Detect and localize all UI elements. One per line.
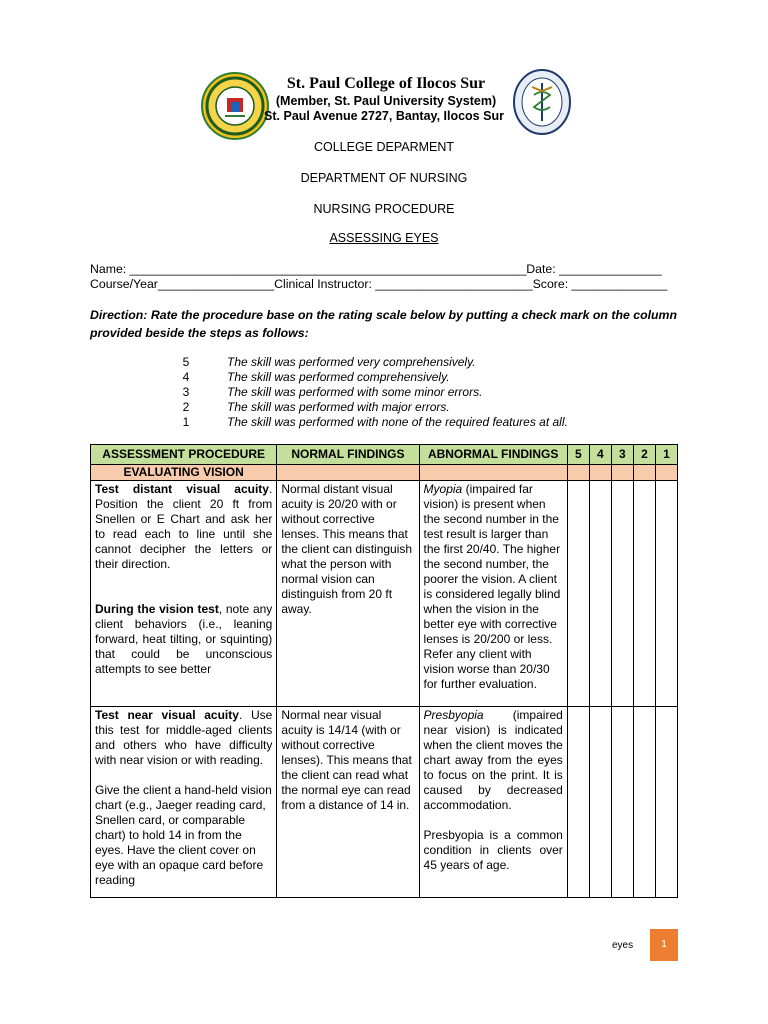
nursing-seal-graphic [513, 69, 571, 135]
abnormal-findings-cell [419, 707, 567, 898]
procedure-step [95, 602, 272, 677]
scale-text: The skill was performed with none of the required features at all. [227, 415, 568, 429]
header-abnormal-findings: ABNORMAL FINDINGS [419, 445, 567, 465]
scale-number: 2 [182, 400, 190, 414]
section-title: EVALUATING VISION [91, 465, 277, 481]
scale-number: 5 [182, 355, 190, 369]
procedure-step [95, 482, 272, 572]
step-heading: Test near visual acuity [95, 708, 239, 722]
rating-2-checkbox[interactable] [633, 707, 655, 898]
assessment-table [90, 444, 678, 898]
department-title: DEPARTMENT OF NURSING [300, 171, 468, 185]
college-department-title: COLLEGE DEPARMENT [313, 140, 455, 154]
normal-findings-cell: Normal distant visual acuity is 20/20 with or without corrective lenses. This means that the client can distinguish what the person with normal vision can distinguish from 20 ft away. [277, 481, 419, 707]
scale-text: The skill was performed comprehensively. [227, 370, 450, 384]
step-text: . Position the client 20 ft from Snellen or E Chart and ask her to read each to line until she cannot decipher the letters or their direction. [95, 482, 273, 571]
step-text: , note any client behaviors (i.e., leaning forward, heat tilting, or squinting) that could be unconscious attempts to see better [95, 602, 273, 676]
table-header-row [91, 445, 678, 465]
scale-text: The skill was performed with some minor errors. [227, 385, 483, 399]
rating-1-checkbox[interactable] [655, 481, 677, 707]
procedure-cell [91, 481, 277, 707]
header-rating-4: 4 [589, 445, 611, 465]
scale-text: The skill was performed very comprehensively. [227, 355, 476, 369]
finding-text: (impaired near vision) is indicated when the client moves the chart away from the eyes to focus on the print. It is caused by decreased accommodation. [423, 708, 563, 812]
header-rating-2: 2 [633, 445, 655, 465]
header-assessment-procedure: ASSESSMENT PROCEDURE [91, 445, 277, 465]
direction-text: Direction: Rate the procedure base on the rating scale below by putting a check mark on the column provided beside the steps as follows: [90, 308, 677, 340]
scale-number: 1 [182, 415, 190, 429]
rating-4-checkbox[interactable] [589, 481, 611, 707]
step-heading: Test distant visual acuity [95, 482, 269, 496]
procedure-title: NURSING PROCEDURE [313, 202, 455, 216]
procedure-step: Give the client a hand-held vision chart (e.g., Jaeger reading card, Snellen card, or comparable chart) to hold 14 in from the eyes. Have the client cover on eye with an opaque card before reading [95, 783, 272, 887]
school-address: St. Paul Avenue 2727, Bantay, Ilocos Sur [264, 109, 504, 123]
section-cell [277, 465, 419, 481]
rating-2-checkbox[interactable] [633, 481, 655, 707]
rating-3-checkbox[interactable] [611, 707, 633, 898]
name-date-line[interactable]: Name: __________________________________________________________Date: _______________ [90, 262, 662, 276]
header-normal-findings: NORMAL FINDINGS [277, 445, 419, 465]
course-instructor-score-line[interactable]: Course/Year_________________Clinical Instructor: _______________________Score: ______________ [90, 277, 668, 291]
table-row [91, 707, 678, 898]
section-cell [567, 465, 589, 481]
member-line: (Member, St. Paul University System) [275, 94, 497, 108]
procedure-step [95, 708, 272, 768]
rating-1-checkbox[interactable] [655, 707, 677, 898]
section-cell [611, 465, 633, 481]
header-rating-3: 3 [611, 445, 633, 465]
condition-name: Myopia [423, 482, 463, 496]
header-rating-5: 5 [567, 445, 589, 465]
rating-5-checkbox[interactable] [567, 707, 589, 898]
nursing-seal-icon [513, 69, 571, 135]
header-rating-1: 1 [655, 445, 677, 465]
scale-number: 3 [182, 385, 190, 399]
rating-5-checkbox[interactable] [567, 481, 589, 707]
section-cell [633, 465, 655, 481]
finding-text: (impaired far vision) is present when the second number in the test result is larger than the first 20/40. The higher the second number, the poorer the vision. A client is considered legally blind when the vision in the better eye with corrective lenses is 20/200 or less. Refer any client with vision worse than 20/30 for further evaluation. [423, 482, 561, 691]
section-cell [419, 465, 567, 481]
rating-4-checkbox[interactable] [589, 707, 611, 898]
scale-text: The skill was performed with major errors. [227, 400, 450, 414]
footer-label: eyes [612, 940, 634, 951]
step-text: . Use this test for middle-aged clients and others who have difficulty with near vision or with reading. [95, 708, 273, 767]
finding-paragraph: Presbyopia is a common condition in clients over 45 years of age. [423, 828, 563, 872]
page-number: 1 [650, 929, 678, 961]
finding-paragraph [424, 708, 563, 813]
table-row [91, 481, 678, 707]
topic-title: ASSESSING EYES [329, 231, 439, 245]
step-heading: During the vision test [95, 602, 219, 616]
school-name: St. Paul College of Ilocos Sur [286, 75, 486, 92]
normal-findings-cell: Normal near visual acuity is 14/14 (with or without corrective lenses). This means that the client can read what the normal eye can read from a distance of 14 in. [277, 707, 419, 898]
scale-number: 4 [182, 370, 190, 384]
section-cell [589, 465, 611, 481]
condition-name: Presbyopia [423, 708, 484, 722]
procedure-cell [91, 707, 277, 898]
section-cell [655, 465, 677, 481]
abnormal-findings-cell [419, 481, 567, 707]
rating-3-checkbox[interactable] [611, 481, 633, 707]
section-row [91, 465, 678, 481]
